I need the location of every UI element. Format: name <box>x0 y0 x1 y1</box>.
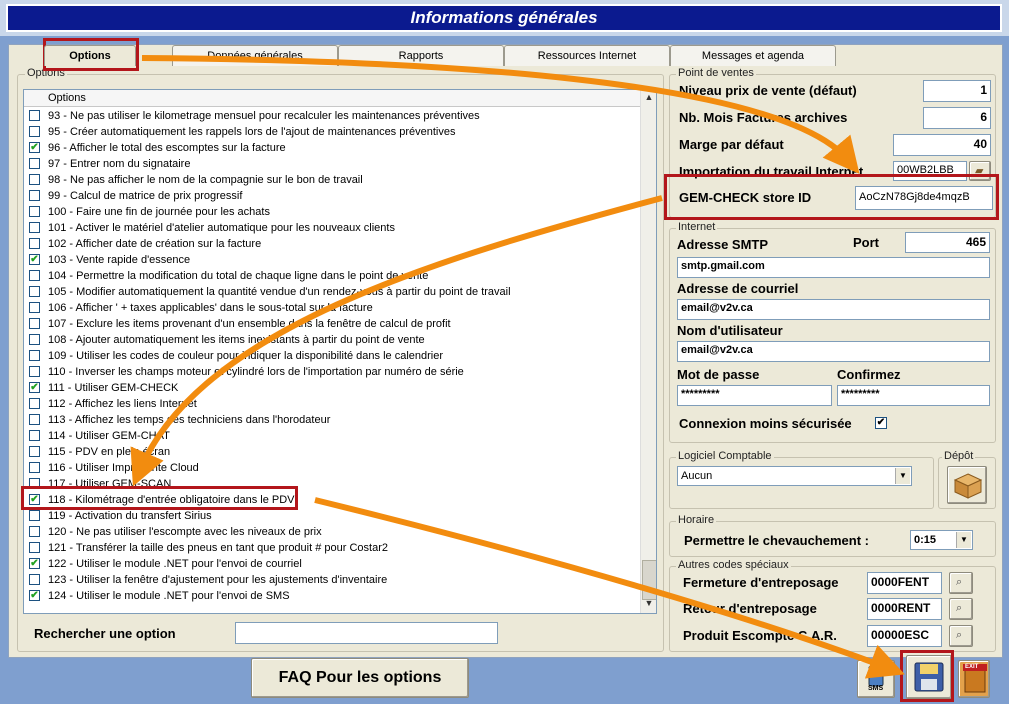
option-checkbox[interactable] <box>29 350 40 361</box>
option-row[interactable] <box>24 284 640 300</box>
price-level-input[interactable]: 1 <box>923 80 991 102</box>
options-column-header: Options <box>24 90 640 107</box>
storage-close-label: Fermeture d'entreposage <box>683 575 839 590</box>
option-label: 115 - PDV en plein écran <box>48 446 171 458</box>
car-discount-input[interactable]: 00000ESC <box>867 625 942 647</box>
search-icon: ⌕ <box>956 602 963 614</box>
email-label: Adresse de courriel <box>677 281 799 296</box>
option-row[interactable] <box>24 316 640 332</box>
insecure-connection-label: Connexion moins sécurisée <box>679 416 852 431</box>
option-checkbox[interactable] <box>29 206 40 217</box>
tab-internet-resources[interactable]: Ressources Internet <box>504 45 670 66</box>
option-label: 118 - Kilométrage d'entrée obligatoire dans le PDV <box>48 494 295 506</box>
option-checkbox[interactable] <box>29 238 40 249</box>
option-label: 109 - Utiliser les codes de couleur pour indiquer la disponibilité dans le calendrier <box>48 350 444 362</box>
option-checkbox[interactable] <box>29 542 40 553</box>
option-label: 113 - Affichez les temps des techniciens dans l'horodateur <box>48 414 331 426</box>
store-id-input[interactable]: AoCzN78Gj8de4mqzB <box>855 186 993 210</box>
option-label: 114 - Utiliser GEM-CHAT <box>48 430 170 442</box>
option-row[interactable] <box>24 556 640 572</box>
option-checkbox[interactable] <box>29 318 40 329</box>
storage-close-input[interactable]: 0000FENT <box>867 572 942 594</box>
port-label: Port <box>853 235 879 250</box>
option-label: 119 - Activation du transfert Sirius <box>48 510 212 522</box>
option-label: 103 - Vente rapide d'essence <box>48 254 191 266</box>
option-label: 101 - Activer le matériel d'atelier automatique pour les nouveaux clients <box>48 222 395 234</box>
option-checkbox[interactable] <box>29 478 40 489</box>
option-row[interactable] <box>24 508 640 524</box>
option-label: 99 - Calcul de matrice de prix progressif <box>48 190 243 202</box>
archive-months-input[interactable]: 6 <box>923 107 991 129</box>
option-checkbox[interactable] <box>29 430 40 441</box>
search-label: Rechercher une option <box>34 626 176 641</box>
option-row[interactable] <box>24 156 640 172</box>
option-checkbox[interactable] <box>29 302 40 313</box>
insecure-connection-checkbox[interactable]: ✔ <box>876 417 886 428</box>
confirm-label: Confirmez <box>837 367 901 382</box>
options-scrollbar[interactable] <box>640 90 657 613</box>
window-title: Informations générales <box>6 4 1002 32</box>
option-label: 97 - Entrer nom du signataire <box>48 158 191 170</box>
accounting-select[interactable] <box>677 466 912 486</box>
option-checkbox[interactable] <box>29 510 40 521</box>
option-row[interactable] <box>24 300 640 316</box>
option-row[interactable] <box>24 476 640 492</box>
schedule-legend: Horaire <box>678 514 715 526</box>
option-checkbox[interactable] <box>29 222 40 233</box>
option-checkbox[interactable] <box>29 270 40 281</box>
save-button[interactable] <box>906 655 952 699</box>
option-row[interactable] <box>24 108 640 124</box>
chevron-down-icon: ▼ <box>956 532 971 548</box>
archive-months-label: Nb. Mois Factures archives <box>679 110 848 125</box>
option-label: 105 - Modifier automatiquement la quantité vendue d'un rendez-vous à partir du point de travail <box>48 286 511 298</box>
option-label: 95 - Créer automatiquement les rappels lors de l'ajout de maintenances préventives <box>48 126 456 138</box>
tab-reports[interactable]: Rapports <box>338 45 504 66</box>
scroll-thumb[interactable] <box>642 560 657 600</box>
option-row[interactable] <box>24 588 640 604</box>
email-input[interactable]: email@v2v.ca <box>677 299 990 320</box>
option-row[interactable] <box>24 380 640 396</box>
option-row[interactable] <box>24 540 640 556</box>
car-discount-label: Produit Escompte C.A.R. <box>683 628 837 643</box>
port-input[interactable]: 465 <box>905 232 990 253</box>
storage-close-lookup-button[interactable] <box>949 572 973 594</box>
option-label: 116 - Utiliser Imprimante Cloud <box>48 462 199 474</box>
title-bar <box>0 0 1009 36</box>
depot-button[interactable] <box>947 466 987 504</box>
option-checkbox[interactable] <box>29 526 40 537</box>
smtp-input[interactable]: smtp.gmail.com <box>677 257 990 278</box>
option-row[interactable] <box>24 364 640 380</box>
search-icon: ⌕ <box>956 576 963 588</box>
option-row[interactable] <box>24 572 640 588</box>
search-input[interactable] <box>235 622 498 644</box>
option-row[interactable] <box>24 140 640 156</box>
option-checkbox[interactable] <box>29 334 40 345</box>
depot-legend: Dépôt <box>944 450 974 462</box>
option-label: 98 - Ne pas afficher le nom de la compagnie sur le bon de travail <box>48 174 363 186</box>
tab-messages-agenda[interactable]: Messages et agenda <box>670 45 836 66</box>
option-label: 120 - Ne pas utiliser l'escompte avec les niveaux de prix <box>48 526 322 538</box>
option-row[interactable] <box>24 396 640 412</box>
confirm-password-input[interactable]: ********* <box>837 385 990 406</box>
option-label: 121 - Transférer la taille des pneus en tant que produit # pour Costar2 <box>48 542 388 554</box>
option-row[interactable] <box>24 460 640 476</box>
faq-button[interactable]: FAQ Pour les options <box>251 658 469 698</box>
sms-button[interactable] <box>857 660 895 698</box>
car-discount-lookup-button[interactable] <box>949 625 973 647</box>
option-label: 112 - Affichez les liens Internet <box>48 398 197 410</box>
username-label: Nom d'utilisateur <box>677 323 783 338</box>
password-input[interactable]: ********* <box>677 385 832 406</box>
store-id-label: GEM-CHECK store ID <box>679 190 812 205</box>
option-row[interactable] <box>24 252 640 268</box>
option-label: 96 - Afficher le total des escomptes sur la facture <box>48 142 286 154</box>
option-row[interactable] <box>24 332 640 348</box>
option-checkbox[interactable] <box>29 158 40 169</box>
option-row[interactable] <box>24 204 640 220</box>
price-level-label: Niveau prix de vente (défaut) <box>679 83 857 98</box>
option-label: 110 - Inverser les champs moteur et cylindré lors de l'importation par numéro de série <box>48 366 464 378</box>
storage-return-label: Retour d'entreposage <box>683 601 817 616</box>
option-row[interactable] <box>24 268 640 284</box>
box-icon <box>953 471 983 499</box>
default-margin-label: Marge par défaut <box>679 137 784 152</box>
floppy-disk-icon <box>912 660 946 694</box>
option-label: 122 - Utiliser le module .NET pour l'envoi de courriel <box>48 558 302 570</box>
chevron-down-icon: ▼ <box>895 468 910 484</box>
option-row[interactable] <box>24 428 640 444</box>
option-label: 107 - Exclure les items provenant d'un ensemble dans la fenêtre de calcul de profit <box>48 318 451 330</box>
option-label: 123 - Utiliser la fenêtre d'ajustement pour les ajustements d'inventaire <box>48 574 388 586</box>
option-checkbox[interactable] <box>29 366 40 377</box>
option-label: 111 - Utiliser GEM-CHECK <box>48 382 179 394</box>
password-label: Mot de passe <box>677 367 760 382</box>
option-label: 117 - Utiliser GEM-SCAN <box>48 478 172 490</box>
scroll-down-icon[interactable]: ▼ <box>644 598 654 608</box>
overlap-label: Permettre le chevauchement : <box>684 533 869 548</box>
exit-label: EXIT <box>965 664 979 670</box>
sms-label: SMS <box>868 685 884 692</box>
folder-icon: ▰ <box>975 165 984 177</box>
option-checkbox[interactable] <box>29 174 40 185</box>
option-label: 108 - Ajouter automatiquement les items inexistants à partir du point de vente <box>48 334 425 346</box>
option-checkbox[interactable]: ✔ <box>30 142 39 153</box>
option-checkbox[interactable] <box>29 462 40 473</box>
tab-general-data[interactable]: Données générales <box>172 45 338 66</box>
accounting-legend: Logiciel Comptable <box>678 450 772 462</box>
options-list <box>23 89 657 614</box>
option-checkbox[interactable] <box>29 190 40 201</box>
option-checkbox[interactable] <box>29 126 40 137</box>
storage-return-input[interactable]: 0000RENT <box>867 598 942 620</box>
option-checkbox[interactable] <box>29 574 40 585</box>
option-label: 104 - Permettre la modification du total de chaque ligne dans le point de vente <box>48 270 429 282</box>
option-row[interactable] <box>24 348 640 364</box>
search-icon: ⌕ <box>956 629 963 641</box>
internet-legend: Internet <box>678 221 716 233</box>
option-row[interactable] <box>24 124 640 140</box>
option-checkbox[interactable]: ✔ <box>30 590 39 601</box>
option-row[interactable] <box>24 236 640 252</box>
option-checkbox[interactable]: ✔ <box>30 382 39 393</box>
option-label: 106 - Afficher ' + taxes applicables' dans le sous-total sur la facture <box>48 302 373 314</box>
option-checkbox[interactable]: ✔ <box>30 254 39 265</box>
option-checkbox[interactable] <box>29 110 40 121</box>
option-row[interactable] <box>24 444 640 460</box>
option-row[interactable] <box>24 492 640 508</box>
username-input[interactable]: email@v2v.ca <box>677 341 990 362</box>
import-lookup-button[interactable] <box>969 161 991 181</box>
option-label: 102 - Afficher date de création sur la facture <box>48 238 262 250</box>
option-label: 124 - Utiliser le module .NET pour l'envoi de SMS <box>48 590 290 602</box>
option-label: 93 - Ne pas utiliser le kilometrage mensuel pour recalculer les maintenances préventives <box>48 110 480 122</box>
option-row[interactable] <box>24 172 640 188</box>
import-label: Importation du travail Internet <box>679 164 864 179</box>
option-row[interactable] <box>24 524 640 540</box>
tab-options[interactable]: Options <box>44 45 136 66</box>
exit-button[interactable] <box>958 660 990 698</box>
option-row[interactable] <box>24 188 640 204</box>
option-checkbox[interactable]: ✔ <box>30 494 39 505</box>
option-row[interactable] <box>24 412 640 428</box>
overlap-select[interactable] <box>910 530 973 550</box>
overlap-select-value: 0:15 <box>914 534 937 546</box>
accounting-select-value: Aucun <box>681 470 713 482</box>
special-codes-legend: Autres codes spéciaux <box>678 559 789 571</box>
smtp-label: Adresse SMTP <box>677 237 769 252</box>
option-row[interactable] <box>24 220 640 236</box>
storage-return-lookup-button[interactable] <box>949 598 973 620</box>
options-legend: Options <box>27 67 65 79</box>
option-checkbox[interactable] <box>29 446 40 457</box>
pos-legend: Point de ventes <box>678 67 754 79</box>
option-checkbox[interactable] <box>29 414 40 425</box>
option-checkbox[interactable] <box>29 398 40 409</box>
scroll-up-icon[interactable]: ▲ <box>644 92 654 102</box>
default-margin-input[interactable]: 40 <box>893 134 991 156</box>
option-label: 100 - Faire une fin de journée pour les achats <box>48 206 270 218</box>
import-input[interactable]: 00WB2LBB <box>893 161 967 181</box>
option-checkbox[interactable]: ✔ <box>30 558 39 569</box>
option-checkbox[interactable] <box>29 286 40 297</box>
